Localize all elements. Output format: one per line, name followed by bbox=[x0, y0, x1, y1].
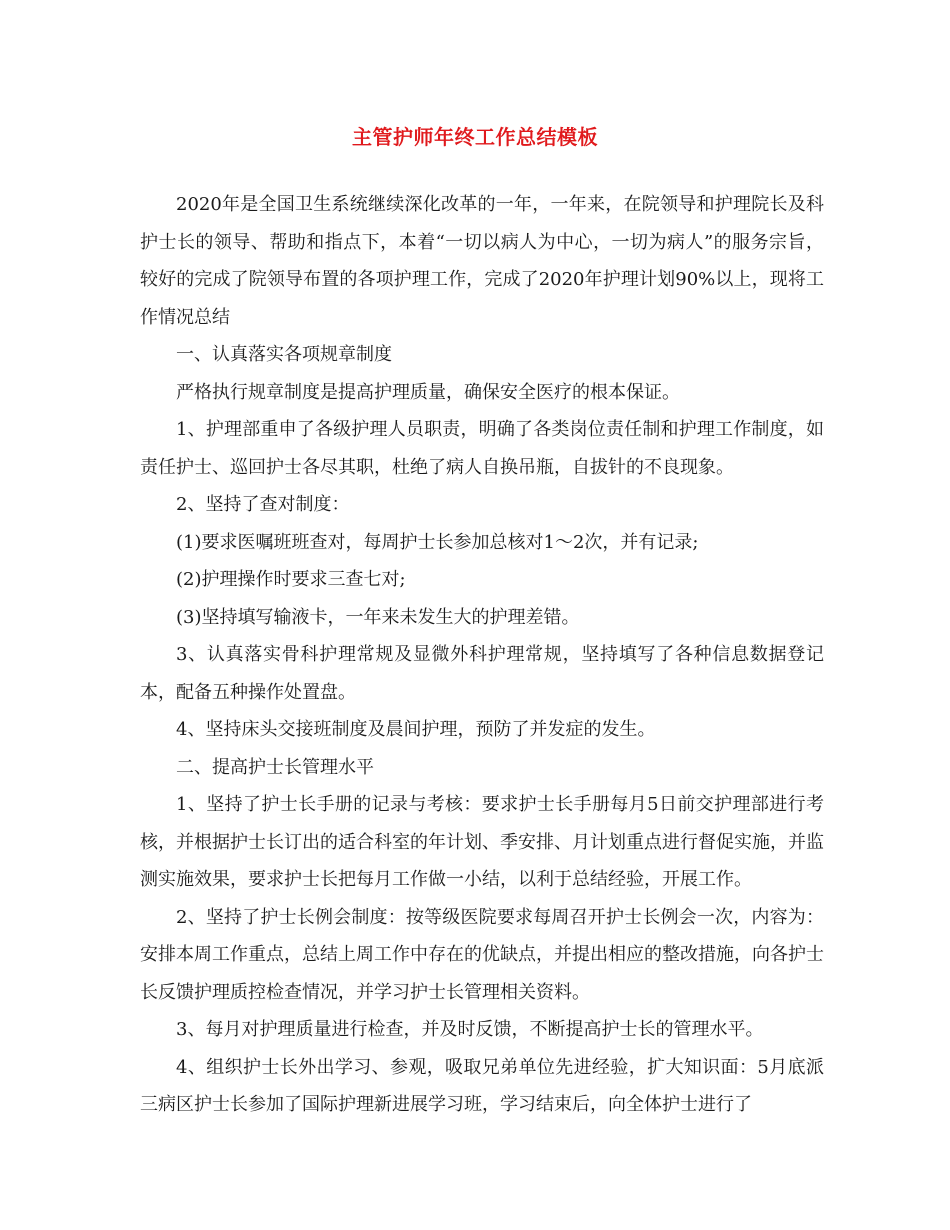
document-body bbox=[140, 186, 824, 1124]
document-title: 主管护师年终工作总结模板 bbox=[352, 125, 598, 149]
section-heading: 一、认真落实各项规章制度 bbox=[176, 344, 392, 365]
paragraph: 4、组织护士长外出学习、参观，吸取兄弟单位先进经验，扩大知识面：5月底派三病区护士长参加了国际护理新进展学习班，学习结束后，向全体护士进行了 bbox=[140, 1056, 824, 1115]
paragraph: 3、认真落实骨科护理常规及显微外科护理常规，坚持填写了各种信息数据登记本，配备五种操作处置盘。 bbox=[140, 644, 824, 703]
section-heading: 二、提高护士长管理水平 bbox=[176, 756, 374, 778]
paragraph: 2020年是全国卫生系统继续深化改革的一年，一年来，在院领导和护理院长及科护士长的领导、帮助和指点下，本着“一切以病人为中心，一切为病人”的服务宗旨，较好的完成了院领导布置的各项护理工作，完成了2020年护理计划90%以上，现将工作情况总结 bbox=[140, 194, 824, 328]
paragraph: 2、坚持了护士长例会制度：按等级医院要求每周召开护士长例会一次，内容为：安排本周工作重点，总结上周工作中存在的优缺点，并提出相应的整改措施，向各护士长反馈护理质控检查情况，并学习护士长管理相关资料。 bbox=[140, 906, 824, 1003]
paragraph: 严格执行规章制度是提高护理质量，确保安全医疗的根本保证。 bbox=[176, 381, 680, 403]
list-item: (2)护理操作时要求三查七对; bbox=[176, 569, 406, 590]
list-item: (1)要求医嘱班班查对，每周护士长参加总核对1～2次，并有记录; bbox=[176, 531, 699, 553]
paragraph: 1、坚持了护士长手册的记录与考核：要求护士长手册每月5日前交护理部进行考核，并根据护士长订出的适合科室的年计划、季安排、月计划重点进行督促实施，并监测实施效果，要求护士长把每月工作做一小结，以利于总结经验，开展工作。 bbox=[140, 794, 824, 890]
paragraph: 3、每月对护理质量进行检查，并及时反馈，不断提高护士长的管理水平。 bbox=[176, 1019, 764, 1040]
list-item: (3)坚持填写输液卡，一年来未发生大的护理差错。 bbox=[176, 606, 580, 628]
paragraph: 4、坚持床头交接班制度及晨间护理，预防了并发症的发生。 bbox=[176, 719, 656, 740]
paragraph: 1、护理部重申了各级护理人员职责，明确了各类岗位责任制和护理工作制度，如责任护士、巡回护士各尽其职，杜绝了病人自换吊瓶，自拔针的不良现象。 bbox=[140, 419, 824, 478]
paragraph: 2、坚持了查对制度： bbox=[176, 494, 350, 515]
